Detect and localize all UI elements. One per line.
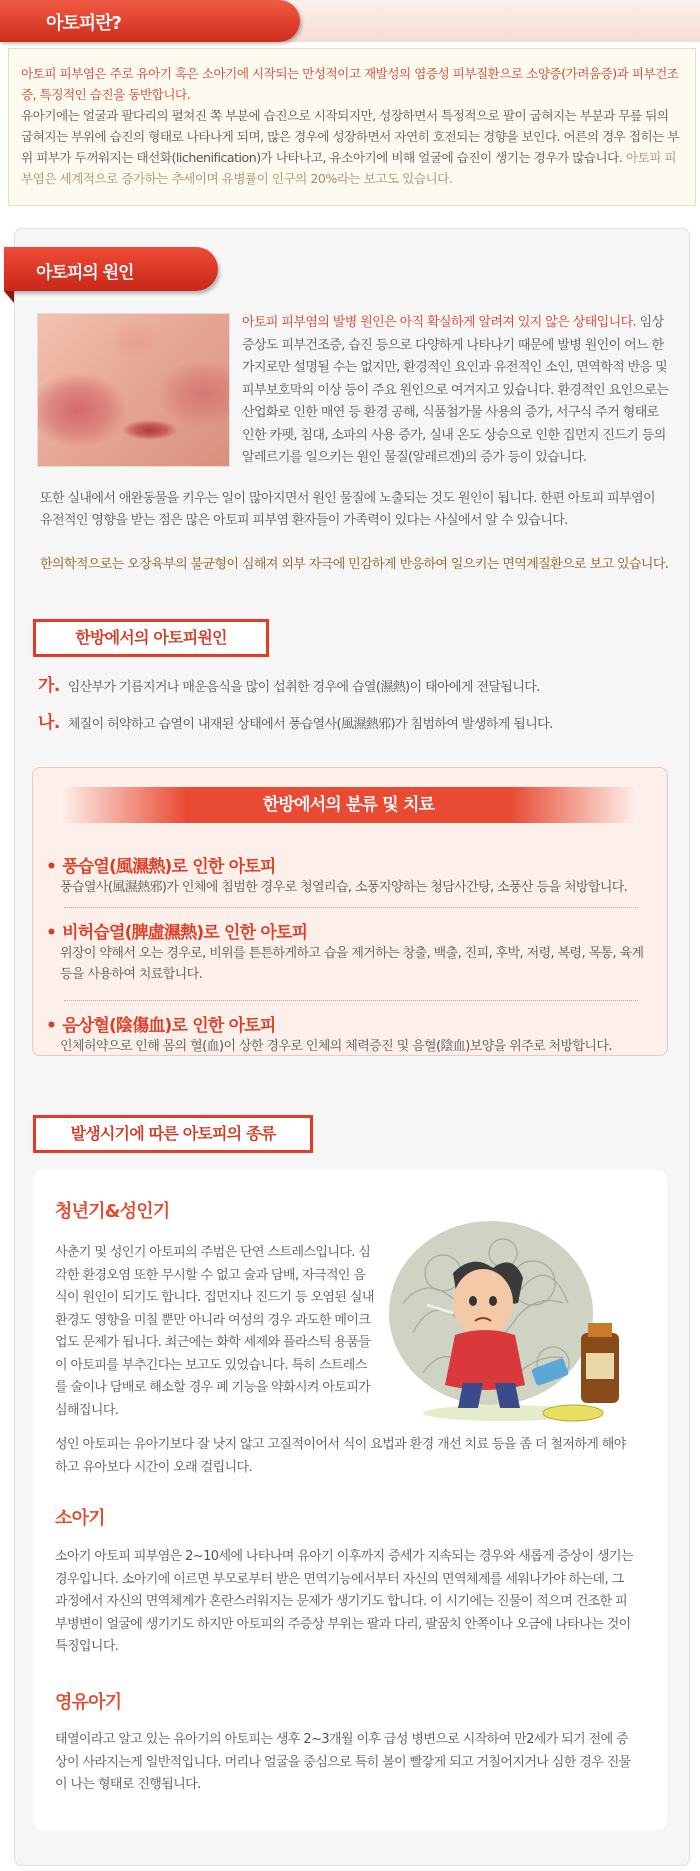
cause-title: 아토피의 원인 — [36, 263, 134, 283]
divider — [64, 1000, 638, 1001]
classification-item-name: 비허습열(脾虛濕熱)로 인한 아토피 — [62, 923, 308, 943]
cause-lead-red: 아토피 피부염의 발병 원인은 아직 확실하게 알려져 있지 않은 상태입니다. — [242, 315, 637, 330]
intro-red-line: 아토피 피부염은 주로 유아기 혹은 소아기에 시작되는 만성적이고 재발성의 염증성 피부질환으로 소양증(가려움증)과 피부건조증, 특징적인 습진을 동반합니다. — [21, 66, 679, 102]
oriental-cause-title: 한방에서의 아토피원인 — [33, 619, 269, 657]
cause-lead-paragraph — [242, 312, 672, 470]
type-heading-infant: 영유아기 — [55, 1692, 122, 1713]
ribbon-fold — [4, 291, 14, 303]
classification-item-3-title: • 음상혈(陰傷血)로 인한 아토피 — [46, 1016, 276, 1036]
classification-title: 한방에서의 분류 및 치료 — [61, 787, 636, 823]
classification-item-2-desc: 위장이 약해서 오는 경우로, 비위를 튼튼하게하고 습을 제거하는 창출, 백출, 진피, 후박, 저령, 복령, 목통, 육계 등을 사용하여 치료합니다. — [60, 946, 644, 982]
intro-tan-line: 아토피 피부염은 세계적으로 증가하는 추세이며 유병률이 인구의 20%라는 보고도 있습니다. — [21, 150, 677, 186]
classification-item-name: 음상혈(陰傷血)로 인한 아토피 — [62, 1016, 276, 1036]
cause-paragraph-3: 한의학적으로는 오장육부의 불균형이 심해져 외부 자극에 민감하게 반응하여 일으키는 면역계질환으로 보고 있습니다. — [40, 557, 669, 572]
cause-ribbon — [4, 247, 218, 291]
classification-item-1-desc: 풍습열사(風濕熱邪)가 인체에 침범한 경우로 청열리습, 소풍지양하는 청담사간탕, 소풍산 등을 처방합니다. — [60, 880, 628, 895]
type-body-adult-2: 성인 아토피는 유아기보다 잘 낫지 않고 고질적이어서 식이 요법과 환경 개선 치료 등을 좀 더 철저하게 해야 하고 유아보다 시간이 오래 걸립니다. — [55, 1437, 626, 1475]
divider — [64, 907, 638, 908]
type-body-child: 소아기 아토피 피부염은 2~10세에 나타나며 유아기 이후까지 증세가 지속되는 경우와 새롭게 증상이 생기는 경우입니다. 소아기에 이르면 부모로부터 받은 면역기능에서부터 자신의 면역체계를 세워나가야 하는데, 그 과정에서 자신의 면역체계가 혼란스러워지는 문제가 생기기도 합니다. 이 시기에는 진물이 적으며 건조한 피부병변이 얼굴에 생기기도 하지만 아토피의 주증상 부위는 팔과 다리, 팔꿈치 안쪽이나 오금에 나타나는 것이 특징입니다. — [55, 1549, 633, 1654]
header-tab — [0, 0, 300, 42]
type-body-infant: 태열이라고 알고 있는 유아기의 아토피는 생후 2~3개월 이후 급성 병변으로 시작하여 만2세가 되기 전에 증상이 사라지는게 일반적입니다. 머리나 얼굴을 중심으로 특히 볼이 빨갛게 되고 거칠어지거나 심한 경우 진물이 나는 형태로 진행됩니다. — [55, 1732, 631, 1792]
item-text: 체질이 허약하고 습열이 내재된 상태에서 풍습열사(風濕熱邪)가 침범하여 발생하게 됩니다. — [67, 717, 553, 732]
child-face-eczema-photo — [37, 313, 230, 467]
classification-item-2-title: • 비허습열(脾虛濕熱)로 인한 아토피 — [46, 923, 308, 943]
cause-lead-rest: 임상증상도 피부건조증, 습진 등으로 다양하게 나타나기 때문에 발병 원인이 어느 한 가지로만 설명될 수는 없지만, 환경적인 요인과 유전적인 소인, 면역학적 반응 및 피부보호막의 이상 등이 주요 원인으로 여겨지고 있습니다. 환경적인 요인으로는 산업화로 인한 매연 등 환경 공해, 식품첨가물 사용의 증가, 서구식 주거 형태로 인한 카펫, 침대, 소파의 사용 증가, 실내 온도 상승으로 인한 집먼지 진드기 등의 알레르기를 일으키는 원인 물질(알레르겐)의 증가 등이 있습니다. — [242, 315, 669, 465]
type-heading-adult: 청년기&성인기 — [55, 1201, 170, 1222]
classification-item-1-title: • 풍습열(風濕熱)로 인한 아토피 — [46, 857, 276, 877]
stressed-man-smoking-drinking-illustration — [383, 1213, 641, 1428]
type-heading-child: 소아기 — [55, 1508, 105, 1529]
item-marker: 나. — [38, 713, 60, 733]
type-body-adult: 사춘기 및 성인기 아토피의 주범은 단연 스트레스입니다. 심각한 환경오염 또한 무시할 수 없고 술과 담배, 자극적인 음식이 원인이 되기도 합니다. 집먼지나 진드기 등 오염된 실내 환경도 영향을 미칠 뿐만 아니라 여성의 경우 과도한 메이크업도 문제가 됩니다. 최근에는 화학 세제와 플라스틱 용품들이 아토피를 부추긴다는 보고도 있었습니다. 특히 스트레스를 술이나 담배로 해소할 경우 폐 기능을 약화시켜 아토피가 심해집니다. — [55, 1245, 374, 1418]
page-title: 아토피란? — [46, 13, 121, 34]
item-marker: 가. — [38, 676, 60, 696]
oriental-cause-item-2 — [38, 713, 658, 735]
classification-item-3-desc: 인체허약으로 인해 몸의 혈(血)이 상한 경우로 인체의 체력증진 및 음혈(陰血)보양을 위주로 처방합니다. — [60, 1039, 612, 1054]
oriental-cause-item-1 — [38, 676, 658, 698]
intro-gray-line: 유아기에는 얼굴과 팔다리의 펼쳐진 쪽 부분에 습진으로 시작되지만, 성장하면서 특정적으로 팔이 굽혀지는 부분과 무릎 뒤의 굽혀지는 부위에 습진의 형태로 나타나게 되며, 많은 경우에 성장하면서 자연히 호전되는 경향을 보인다. 어른의 경우 접히는 부위 피부가 두꺼워지는 태선화(lichenification)가 나타나고, 유소아기에 비해 얼굴에 습진이 생기는 경우가 많습니다. — [21, 108, 680, 165]
cause-paragraph-2: 또한 실내에서 애완동물을 키우는 일이 많아지면서 원인 물질에 노출되는 것도 원인이 됩니다. 한편 아토피 피부염이 유전적인 영향을 받는 점은 많은 아토피 피부염 환자들이 가족력이 있다는 사실에서 알 수 있습니다. — [40, 491, 656, 528]
intro-box — [8, 48, 696, 206]
types-title: 발생시기에 따른 아토피의 종류 — [33, 1115, 313, 1153]
classification-item-name: 풍습열(風濕熱)로 인한 아토피 — [62, 857, 276, 877]
item-text: 임산부가 기름지거나 매운음식을 많이 섭취한 경우에 습열(濕熱)이 태아에게 전달됩니다. — [67, 680, 540, 695]
